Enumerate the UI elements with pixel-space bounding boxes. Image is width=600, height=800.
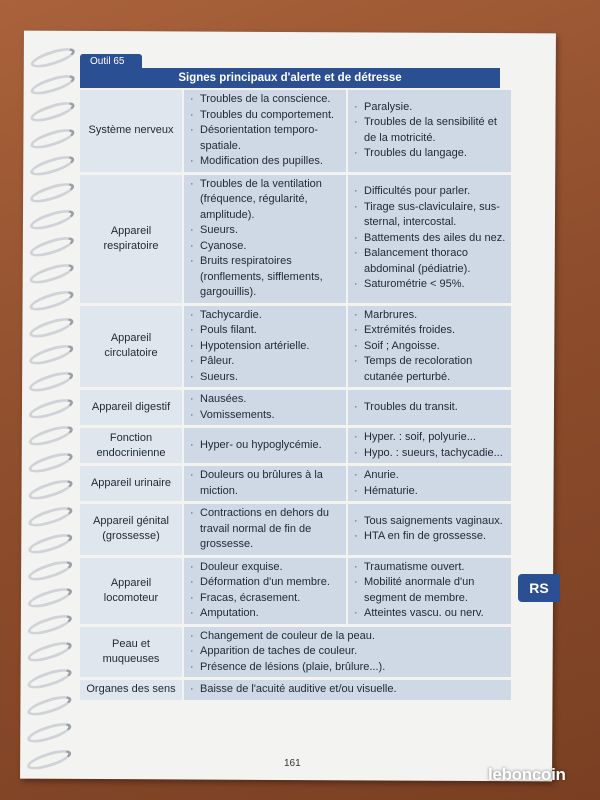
signs-cell [347,503,511,557]
table-title: Signes principaux d'alerte et de détresse [80,68,500,88]
signs-cell [347,173,511,304]
sign-item: · Anurie. [352,468,507,484]
sign-item: · Douleurs ou brûlures à la miction. [188,468,342,499]
sign-item: · Difficultés pour parler. [352,184,507,200]
sign-item: · Bruits respiratoires (ronflements, sifflements, gargouillis). [188,254,342,301]
spiral-ring [27,395,75,422]
spiral-ring [26,503,74,530]
signs-cell [347,90,511,173]
spiral-ring [27,476,75,503]
sign-item: · Douleur exquise. [188,560,342,576]
sign-item: · Hématurie. [352,484,507,500]
sign-list [352,184,507,293]
spiral-ring [27,314,75,341]
sign-item: · Nausées. [188,392,342,408]
sign-item: · Tirage sus-claviculaire, sus-sternal, intercostal. [352,200,507,231]
category-label: Peau et muqueuses [80,625,183,679]
signs-cell [347,304,511,389]
spiral-ring [26,584,74,611]
sign-list [188,438,342,454]
signs-cell [347,427,511,465]
sign-item: · Atteintes vascu. ou nerv. [352,606,507,622]
sign-item: · Troubles de la ventilation (fréquence, régularité, amplitude). [188,177,342,224]
sign-item: · Baisse de l'acuité auditive et/ou visuelle. [188,682,507,698]
section-tab-rs: RS [518,574,560,602]
spiral-ring [28,98,76,125]
sign-item: · Vomissements. [188,408,342,424]
spiral-binding [20,51,84,791]
spiral-ring [29,71,77,98]
signs-cell [183,556,347,625]
sign-list [352,308,507,386]
spiral-ring [25,692,73,719]
spiral-ring [25,719,73,746]
signs-cell [183,389,347,427]
sign-item: · Troubles du transit. [352,400,507,416]
sign-item: · HTA en fin de grossesse. [352,529,507,545]
category-label: Appareil digestif [80,389,183,427]
category-label: Appareil urinaire [80,465,183,503]
spiral-ring [28,152,76,179]
spiral-ring [26,530,74,557]
sign-item: · Traumatisme ouvert. [352,560,507,576]
sign-item: · Cyanose. [188,239,342,255]
sign-item: · Saturométrie < 95%. [352,277,507,293]
sign-item: · Déformation d'un membre. [188,575,342,591]
spiral-ring [29,44,77,71]
sign-list [188,629,507,676]
sign-item: · Hypo. : sueurs, tachycadie... [352,446,507,462]
sign-item: · Sueurs. [188,223,342,239]
watermark-logo: leboncoin [488,765,566,784]
spiral-ring [28,125,76,152]
sign-item: · Apparition de taches de couleur. [188,644,507,660]
page-number: 161 [284,758,301,769]
sign-item: · Changement de couleur de la peau. [188,629,507,645]
sign-item: · Troubles du langage. [352,146,507,162]
sign-item: · Tachycardie. [188,308,342,324]
sign-item: · Marbrures. [352,308,507,324]
spiral-ring [26,557,74,584]
table-row [80,427,511,465]
sign-list [188,392,342,423]
sign-list [188,92,342,170]
spiral-ring [27,341,75,368]
table-row [80,90,511,173]
spiral-ring [28,206,76,233]
signs-cell [183,625,511,679]
category-label: Fonction endocrinienne [80,427,183,465]
sign-list [352,100,507,162]
sign-list [352,514,507,545]
table-row [80,556,511,625]
signs-cell [183,173,347,304]
sign-item: · Paralysie. [352,100,507,116]
sign-item: · Mobilité anormale d'un segment de membre. [352,575,507,606]
sign-item: · Troubles du comportement. [188,108,342,124]
sign-item: · Contractions en dehors du travail normal de fin de grossesse. [188,506,342,553]
signs-cell [183,304,347,389]
sign-item: · Troubles de la conscience. [188,92,342,108]
signs-cell [183,679,511,702]
sign-list [188,308,342,386]
spiral-ring [27,368,75,395]
spiral-ring [27,449,75,476]
spiral-ring [28,260,76,287]
sign-list [188,177,342,301]
signs-cell [183,503,347,557]
table-row [80,389,511,427]
sign-item: · Amputation. [188,606,342,622]
sign-list [188,560,342,622]
table-row [80,173,511,304]
category-label: Appareil respiratoire [80,173,183,304]
sign-list [188,682,507,698]
sign-item: · Pâleur. [188,354,342,370]
table-row [80,465,511,503]
signs-cell [183,465,347,503]
sign-list [352,430,507,461]
sign-item: · Tous saignements vaginaux. [352,514,507,530]
signs-cell [347,465,511,503]
sign-list [188,506,342,553]
signs-cell [347,389,511,427]
signs-cell [347,556,511,625]
spiral-ring [27,422,75,449]
sign-item: · Pouls filant. [188,323,342,339]
sign-item: · Hyper- ou hypoglycémie. [188,438,342,454]
spiral-ring [26,611,74,638]
sign-item: · Désorientation temporo- spatiale. [188,123,342,154]
spiral-ring [28,179,76,206]
table-row [80,679,511,702]
category-label: Appareil locomoteur [80,556,183,625]
spiral-ring [28,287,76,314]
table-row [80,304,511,389]
spiral-ring [26,638,74,665]
sign-item: · Présence de lésions (plaie, brûlure...). [188,660,507,676]
sign-item: · Extrémités froides. [352,323,507,339]
signs-cell [183,427,347,465]
sign-list [352,560,507,622]
sign-item: · Troubles de la sensibilité et de la motricité. [352,115,507,146]
sign-item: · Hyper. : soif, polyurie... [352,430,507,446]
sign-list [352,468,507,499]
table-row [80,503,511,557]
spiral-ring [26,665,74,692]
sign-item: · Soif ; Angoisse. [352,339,507,355]
table-row [80,625,511,679]
category-label: Système nerveux [80,90,183,173]
sign-list [352,400,507,416]
sign-item: · Sueurs. [188,370,342,386]
sign-item: · Temps de recoloration cutanée perturbé. [352,354,507,385]
sign-item: · Hypotension artérielle. [188,339,342,355]
sign-item: · Fracas, écrasement. [188,591,342,607]
sign-item: · Battements des ailes du nez. [352,231,507,247]
sign-item: · Modification des pupilles. [188,154,342,170]
category-label: Appareil circulatoire [80,304,183,389]
alert-signs-table [80,90,511,703]
category-label: Organes des sens [80,679,183,702]
spiral-ring [28,233,76,260]
sign-item: · Balancement thoraco abdominal (pédiatrie). [352,246,507,277]
signs-cell [183,90,347,173]
tool-tag: Outil 65 [80,54,142,70]
category-label: Appareil génital (grossesse) [80,503,183,557]
spiral-ring [25,746,73,773]
sign-list [188,468,342,499]
